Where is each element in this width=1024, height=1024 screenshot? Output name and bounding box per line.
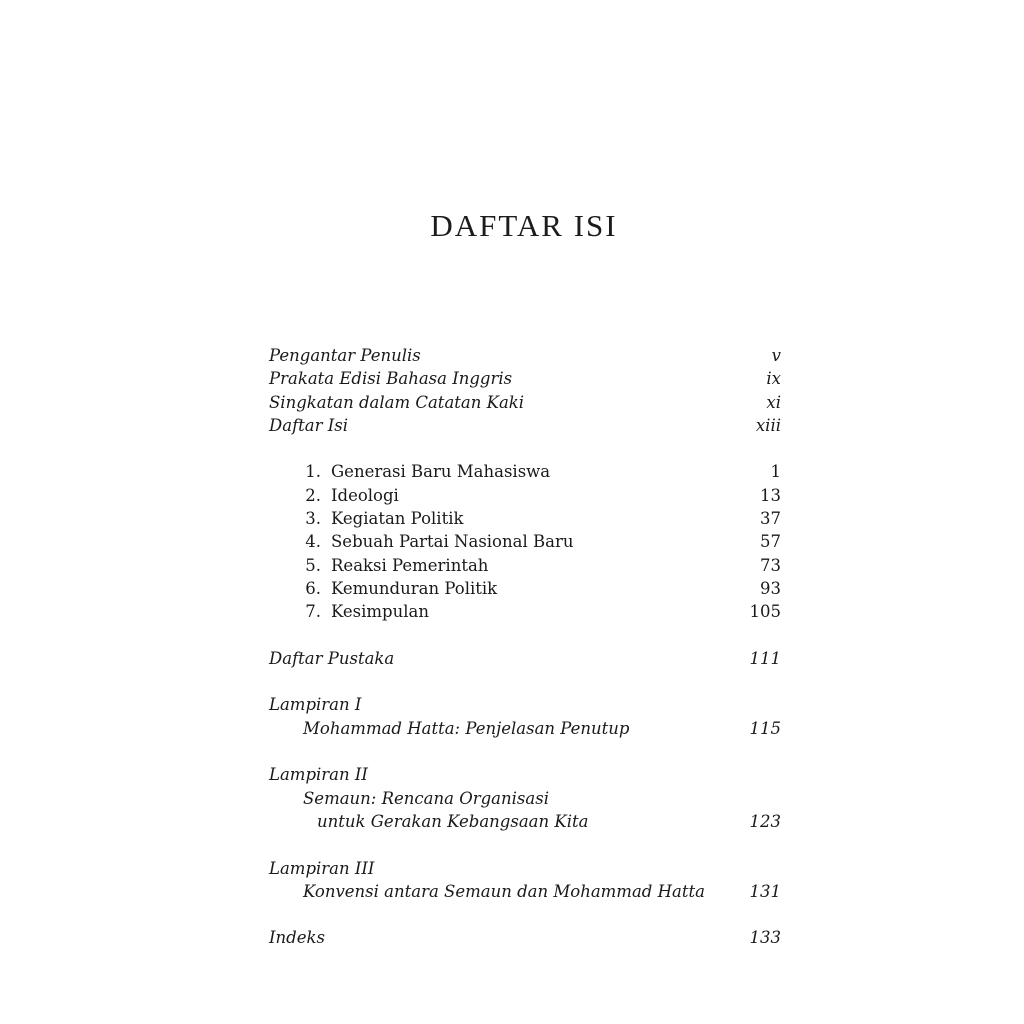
toc-chapter-entry xyxy=(269,484,781,507)
table-of-contents xyxy=(269,344,781,950)
toc-entry-page: 133 xyxy=(749,928,781,948)
appendix-entry-continuation xyxy=(269,810,781,833)
chapter-page: 57 xyxy=(760,532,781,552)
chapter-title: Sebuah Partai Nasional Baru xyxy=(331,532,574,552)
toc-chapter-entry xyxy=(269,554,781,577)
toc-chapter-entry xyxy=(269,507,781,530)
appendix-entry-page: 115 xyxy=(749,718,781,738)
chapter-title: Generasi Baru Mahasiswa xyxy=(331,462,551,482)
chapter-title: Reaksi Pemerintah xyxy=(331,555,489,575)
toc-entry-page: ix xyxy=(766,369,781,389)
chapter-number: 6. xyxy=(305,578,321,598)
toc-entry-page: xi xyxy=(766,392,781,412)
toc-entry-label: Pengantar Penulis xyxy=(269,346,421,365)
toc-entry-label: Prakata Edisi Bahasa Inggris xyxy=(269,369,513,389)
appendix-entry-label: Semaun: Rencana Organisasi xyxy=(303,788,549,808)
appendix-heading xyxy=(269,857,781,880)
appendix-heading-label: Lampiran I xyxy=(269,695,362,715)
spacer xyxy=(269,437,781,460)
chapter-title: Kesimpulan xyxy=(331,602,429,622)
appendix-entry-label: Mohammad Hatta: Penjelasan Penutup xyxy=(303,718,630,738)
chapter-number: 3. xyxy=(305,509,321,529)
toc-entry-bibliography xyxy=(269,647,781,670)
page-title: DAFTAR ISI xyxy=(430,208,618,243)
spacer xyxy=(269,624,781,647)
chapter-page: 105 xyxy=(749,602,781,622)
appendix-heading-label: Lampiran II xyxy=(269,765,368,785)
toc-chapter-entry xyxy=(269,530,781,553)
toc-entry-label: Indeks xyxy=(269,928,325,948)
spacer xyxy=(269,833,781,856)
appendix-entry-page: 131 xyxy=(749,881,781,901)
chapter-number: 4. xyxy=(305,532,321,552)
chapter-page: 1 xyxy=(770,462,781,482)
chapter-page: 37 xyxy=(760,509,781,529)
appendix-heading xyxy=(269,763,781,786)
appendix-entry-label: untuk Gerakan Kebangsaan Kita xyxy=(317,811,589,831)
appendix-heading-label: Lampiran III xyxy=(269,858,375,878)
appendix-entry-page: 123 xyxy=(749,811,781,831)
appendix-entry-label: Konvensi antara Semaun dan Mohammad Hatta xyxy=(303,881,705,901)
spacer xyxy=(269,903,781,926)
toc-entry-page: 111 xyxy=(749,648,781,668)
chapter-number: 2. xyxy=(305,485,321,505)
appendix-entry xyxy=(269,717,781,740)
toc-chapter-entry xyxy=(269,600,781,623)
chapter-title: Ideologi xyxy=(331,485,399,505)
chapter-page: 73 xyxy=(760,555,781,575)
toc-entry-label: Daftar Isi xyxy=(269,415,349,435)
spacer xyxy=(269,740,781,763)
toc-entry-label: Daftar Pustaka xyxy=(269,648,395,668)
toc-chapter-entry xyxy=(269,460,781,483)
chapter-number: 1. xyxy=(305,462,321,482)
toc-entry-front-matter xyxy=(269,414,781,437)
toc-entry-page: xiii xyxy=(755,415,781,435)
toc-entry-page: v xyxy=(771,346,781,365)
appendix-entry xyxy=(269,880,781,903)
toc-entry-front-matter xyxy=(269,367,781,390)
chapter-page: 93 xyxy=(760,578,781,598)
toc-entry-front-matter xyxy=(269,344,781,367)
toc-entry-index xyxy=(269,926,781,949)
chapter-title: Kegiatan Politik xyxy=(331,509,464,529)
appendix-entry xyxy=(269,787,781,810)
toc-entry-label: Singkatan dalam Catatan Kaki xyxy=(269,392,525,412)
toc-chapter-entry xyxy=(269,577,781,600)
chapter-number: 5. xyxy=(305,555,321,575)
spacer xyxy=(269,670,781,693)
chapter-number: 7. xyxy=(305,602,321,622)
appendix-heading xyxy=(269,693,781,716)
chapter-page: 13 xyxy=(760,485,781,505)
chapter-title: Kemunduran Politik xyxy=(331,578,498,598)
toc-entry-front-matter xyxy=(269,391,781,414)
